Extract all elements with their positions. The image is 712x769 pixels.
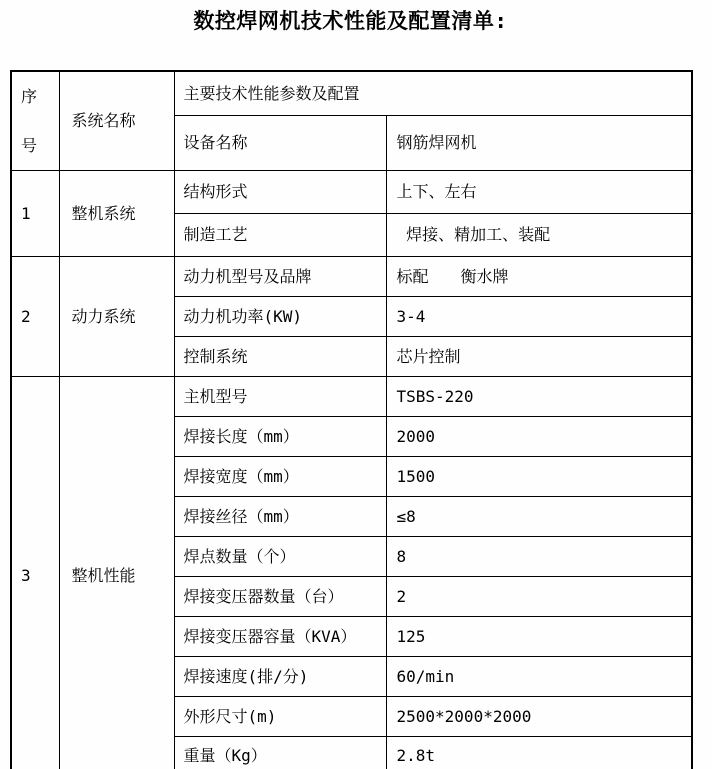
group-1-seq-cell: 1 (11, 171, 59, 257)
spec-label-cell: 主机型号 (174, 377, 386, 417)
device-name-label-cell: 设备名称 (174, 116, 386, 171)
spec-value-cell: 上下、左右 (386, 171, 692, 214)
group-3-name-cell: 整机性能 (59, 377, 174, 769)
spec-value-cell: 芯片控制 (386, 337, 692, 377)
spec-label-cell: 焊点数量（个） (174, 537, 386, 577)
spec-label-cell: 动力机型号及品牌 (174, 257, 386, 297)
spec-label-cell: 焊接变压器数量（台） (174, 577, 386, 617)
spec-value-cell: ≤8 (386, 497, 692, 537)
spec-label-cell: 结构形式 (174, 171, 386, 214)
spec-value-cell: 60/min (386, 657, 692, 697)
spec-value-cell: TSBS-220 (386, 377, 692, 417)
table-row (11, 257, 692, 297)
spec-value-cell: 2 (386, 577, 692, 617)
spec-label-cell: 动力机功率(KW) (174, 297, 386, 337)
spec-label-cell: 重量（Kg） (174, 737, 386, 769)
header-seq-cell (11, 71, 59, 171)
group-3-seq-cell: 3 (11, 377, 59, 769)
spec-label-cell: 制造工艺 (174, 214, 386, 257)
table-header-row-1 (11, 71, 692, 116)
group-2-name-cell: 动力系统 (59, 257, 174, 377)
spec-value-cell: 焊接、精加工、装配 (386, 214, 692, 257)
spec-label-cell: 焊接变压器容量（KVA） (174, 617, 386, 657)
spec-value-cell: 2.8t (386, 737, 692, 769)
spec-label-cell: 外形尺寸(m) (174, 697, 386, 737)
spec-label-cell: 焊接速度(排/分) (174, 657, 386, 697)
table-row (11, 171, 692, 214)
spec-table (10, 70, 693, 769)
spec-value-cell: 1500 (386, 457, 692, 497)
spec-value-cell: 2500*2000*2000 (386, 697, 692, 737)
group-1-name-cell: 整机系统 (59, 171, 174, 257)
spec-label-cell: 控制系统 (174, 337, 386, 377)
spec-value-cell: 标配 衡水牌 (386, 257, 692, 297)
header-system-name-cell: 系统名称 (59, 71, 174, 171)
spec-value-cell: 125 (386, 617, 692, 657)
device-name-value-cell: 钢筋焊网机 (386, 116, 692, 171)
spec-value-cell: 3-4 (386, 297, 692, 337)
table-row (11, 377, 692, 417)
spec-label-cell: 焊接丝径（mm） (174, 497, 386, 537)
spec-value-cell: 8 (386, 537, 692, 577)
spec-label-cell: 焊接宽度（mm） (174, 457, 386, 497)
document-title: 数控焊网机技术性能及配置清单: (193, 9, 508, 33)
header-seq-label: 序号 (21, 87, 38, 155)
header-params-title-cell: 主要技术性能参数及配置 (174, 71, 692, 116)
group-2-seq-cell: 2 (11, 257, 59, 377)
spec-label-cell: 焊接长度（mm） (174, 417, 386, 457)
spec-value-cell: 2000 (386, 417, 692, 457)
